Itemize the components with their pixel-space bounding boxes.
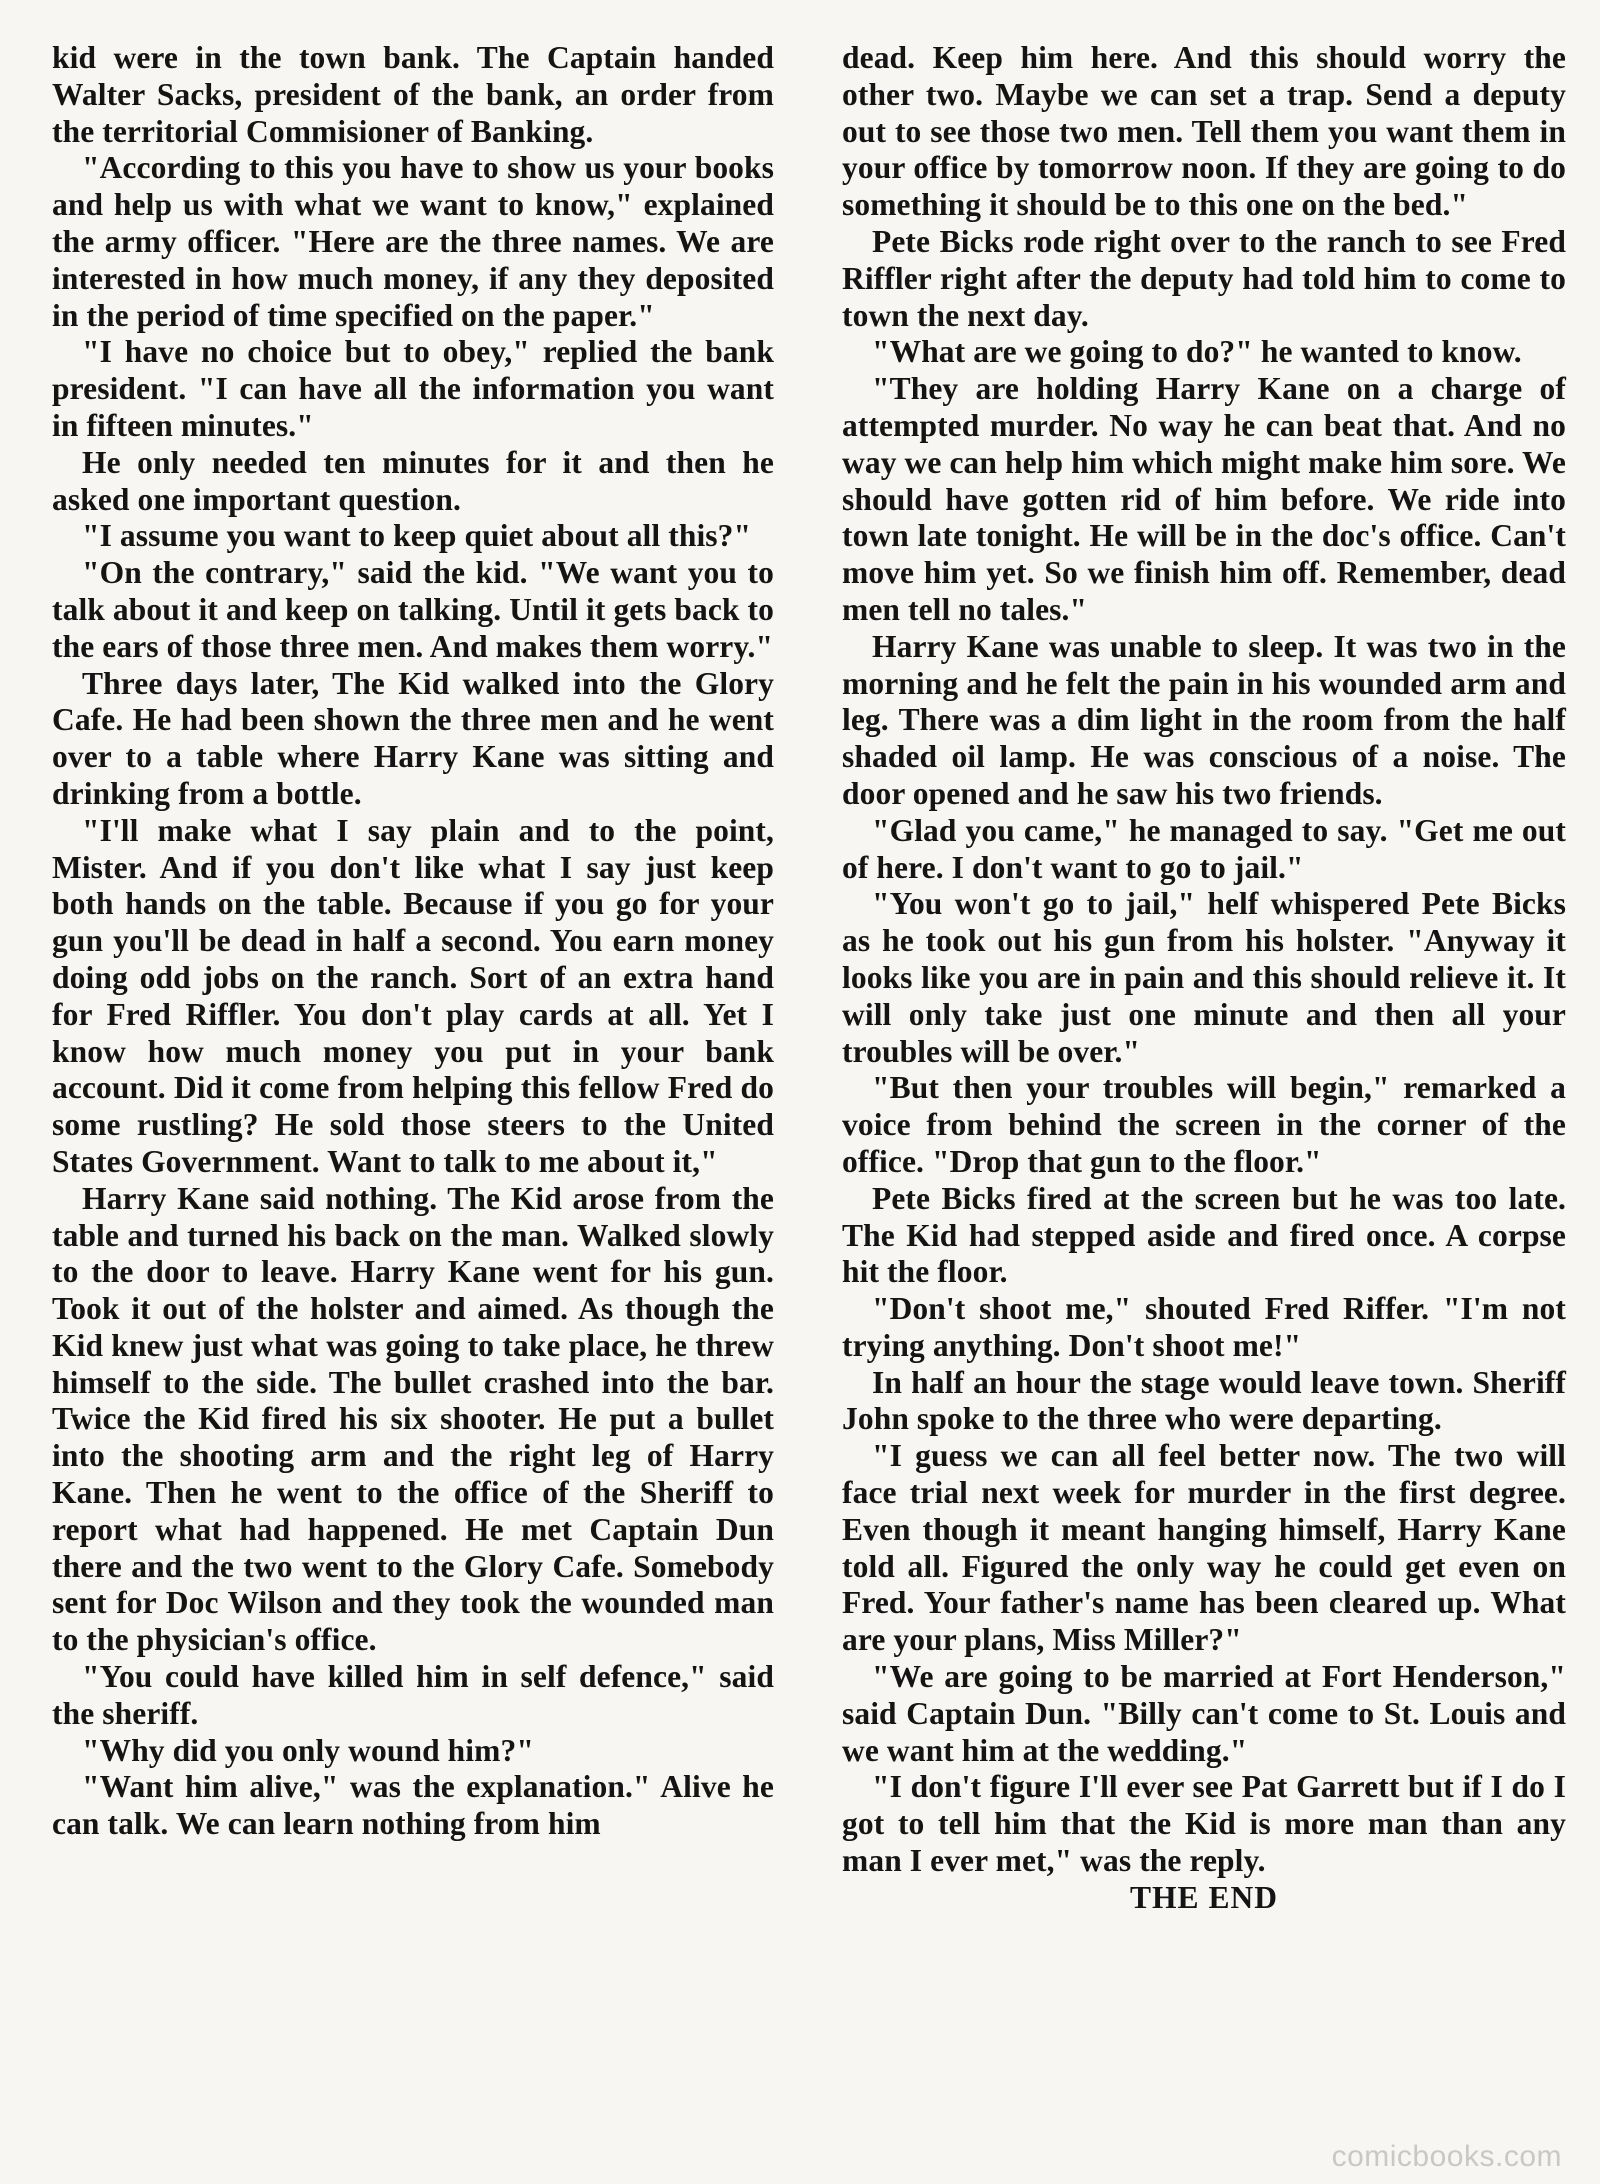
- paragraph: Pete Bicks fired at the screen but he was too late. The Kid had stepped aside and fired once. A corpse hit the floor.: [842, 1180, 1566, 1290]
- paragraph: "They are holding Harry Kane on a charge of attempted murder. No way he can beat that. And no way we can help him which might make him sore. We should have gotten rid of him before. We ride into town late tonight. He will be in the doc's office. Can't move him yet. So we finish him off. Remember, dead men tell no tales.": [842, 371, 1566, 627]
- right-column: [842, 40, 1566, 1917]
- the-end-label: THE END: [1130, 1879, 1278, 1915]
- paragraph: "I assume you want to keep quiet about all this?": [82, 518, 752, 554]
- paragraph: Harry Kane was unable to sleep. It was two in the morning and he felt the pain in his wounded arm and leg. There was a dim light in the room from the half shaded oil lamp. He was conscious of a noise. The door opened and he saw his two friends.: [842, 628, 1566, 811]
- paragraph: Three days later, The Kid walked into the Glory Cafe. He had been shown the three men and he went over to a table where Harry Kane was sitting and drinking from a bottle.: [52, 665, 774, 811]
- paragraph: "You could have killed him in self defence," said the sheriff.: [52, 1659, 774, 1731]
- paragraph: In half an hour the stage would leave town. Sheriff John spoke to the three who were departing.: [842, 1364, 1566, 1437]
- paragraph: "We are going to be married at Fort Henderson," said Captain Dun. "Billy can't come to St. Louis and we want him at the wedding.": [842, 1659, 1566, 1768]
- paragraph: "I'll make what I say plain and to the point, Mister. And if you don't like what I say just keep both hands on the table. Because if you go for your gun you'll be dead in half a second. You earn money doing odd jobs on the ranch. Sort of an extra hand for Fred Riffler. You don't play cards at all. Yet I know how much money you put in your bank account. Did it come from helping this fellow Fred do some rustling? He sold those steers to the United States Government. Want to talk to me about it,": [52, 812, 774, 1179]
- paragraph: dead. Keep him here. And this should worry the other two. Maybe we can set a trap. Send a deputy out to see those two men. Tell them you want them in your office by tomorrow noon. If they are going to do something it should be to this one on the bed.": [842, 40, 1566, 223]
- paragraph: He only needed ten minutes for it and then he asked one important question.: [52, 444, 774, 517]
- paragraph: "On the contrary," said the kid. "We want you to talk about it and keep on talking. Until it gets back to the ears of those three men. And makes them worry.": [52, 555, 774, 664]
- paragraph: "I have no choice but to obey," replied the bank president. "I can have all the information you want in fifteen minutes.": [52, 334, 774, 443]
- paragraph: "I guess we can all feel better now. The two will face trial next week for murder in the first degree. Even though it meant hanging himself, Harry Kane told all. Figured the only way he could get even on Fred. Your father's name has been cleared up. What are your plans, Miss Miller?": [842, 1438, 1566, 1658]
- watermark: comicbooks.com: [1331, 2140, 1562, 2173]
- paragraph: "According to this you have to show us your books and help us with what we want to know," explained the army officer. "Here are the three names. We are interested in how much money, if any they deposited in the period of time specified on the paper.": [52, 150, 774, 333]
- paragraph: "You won't go to jail," helf whispered Pete Bicks as he took out his gun from his holster. "Anyway it looks like you are in pain and this should relieve it. It will only take just one minute and then all your troubles will be over.": [842, 886, 1566, 1069]
- paragraph: "Glad you came," he managed to say. "Get me out of here. I don't want to go to jail.": [842, 812, 1566, 885]
- paragraph: "Don't shoot me," shouted Fred Riffer. "I'm not trying anything. Don't shoot me!": [842, 1291, 1566, 1363]
- paragraph: "Why did you only wound him?": [82, 1732, 534, 1768]
- paragraph: Pete Bicks rode right over to the ranch to see Fred Riffler right after the deputy had told him to come to town the next day.: [842, 223, 1566, 333]
- left-column: [52, 40, 774, 1843]
- paragraph: "I don't figure I'll ever see Pat Garrett but if I do I got to tell him that the Kid is more man than any man I ever met," was the reply.: [842, 1769, 1566, 1879]
- paragraph: "Want him alive," was the explanation." Alive he can talk. We can learn nothing from him: [52, 1769, 774, 1842]
- paragraph: "What are we going to do?" he wanted to know.: [872, 334, 1522, 370]
- paragraph: Harry Kane said nothing. The Kid arose from the table and turned his back on the man. Walked slowly to the door to leave. Harry Kane went for his gun. Took it out of the holster and aimed. As though the Kid knew just what was going to take place, he threw himself to the side. The bullet crashed into the bar. Twice the Kid fired his six shooter. He put a bullet into the shooting arm and the right leg of Harry Kane. Then he went to the office of the Sheriff to report what had happened. He met Captain Dun there and the two went to the Glory Cafe. Somebody sent for Doc Wilson and they took the wounded man to the physician's office.: [52, 1180, 774, 1658]
- paragraph: "But then your troubles will begin," remarked a voice from behind the screen in the corner of the office. "Drop that gun to the floor.": [842, 1070, 1566, 1179]
- paragraph: kid were in the town bank. The Captain handed Walter Sacks, president of the bank, an order from the territorial Commisioner of Banking.: [52, 40, 774, 149]
